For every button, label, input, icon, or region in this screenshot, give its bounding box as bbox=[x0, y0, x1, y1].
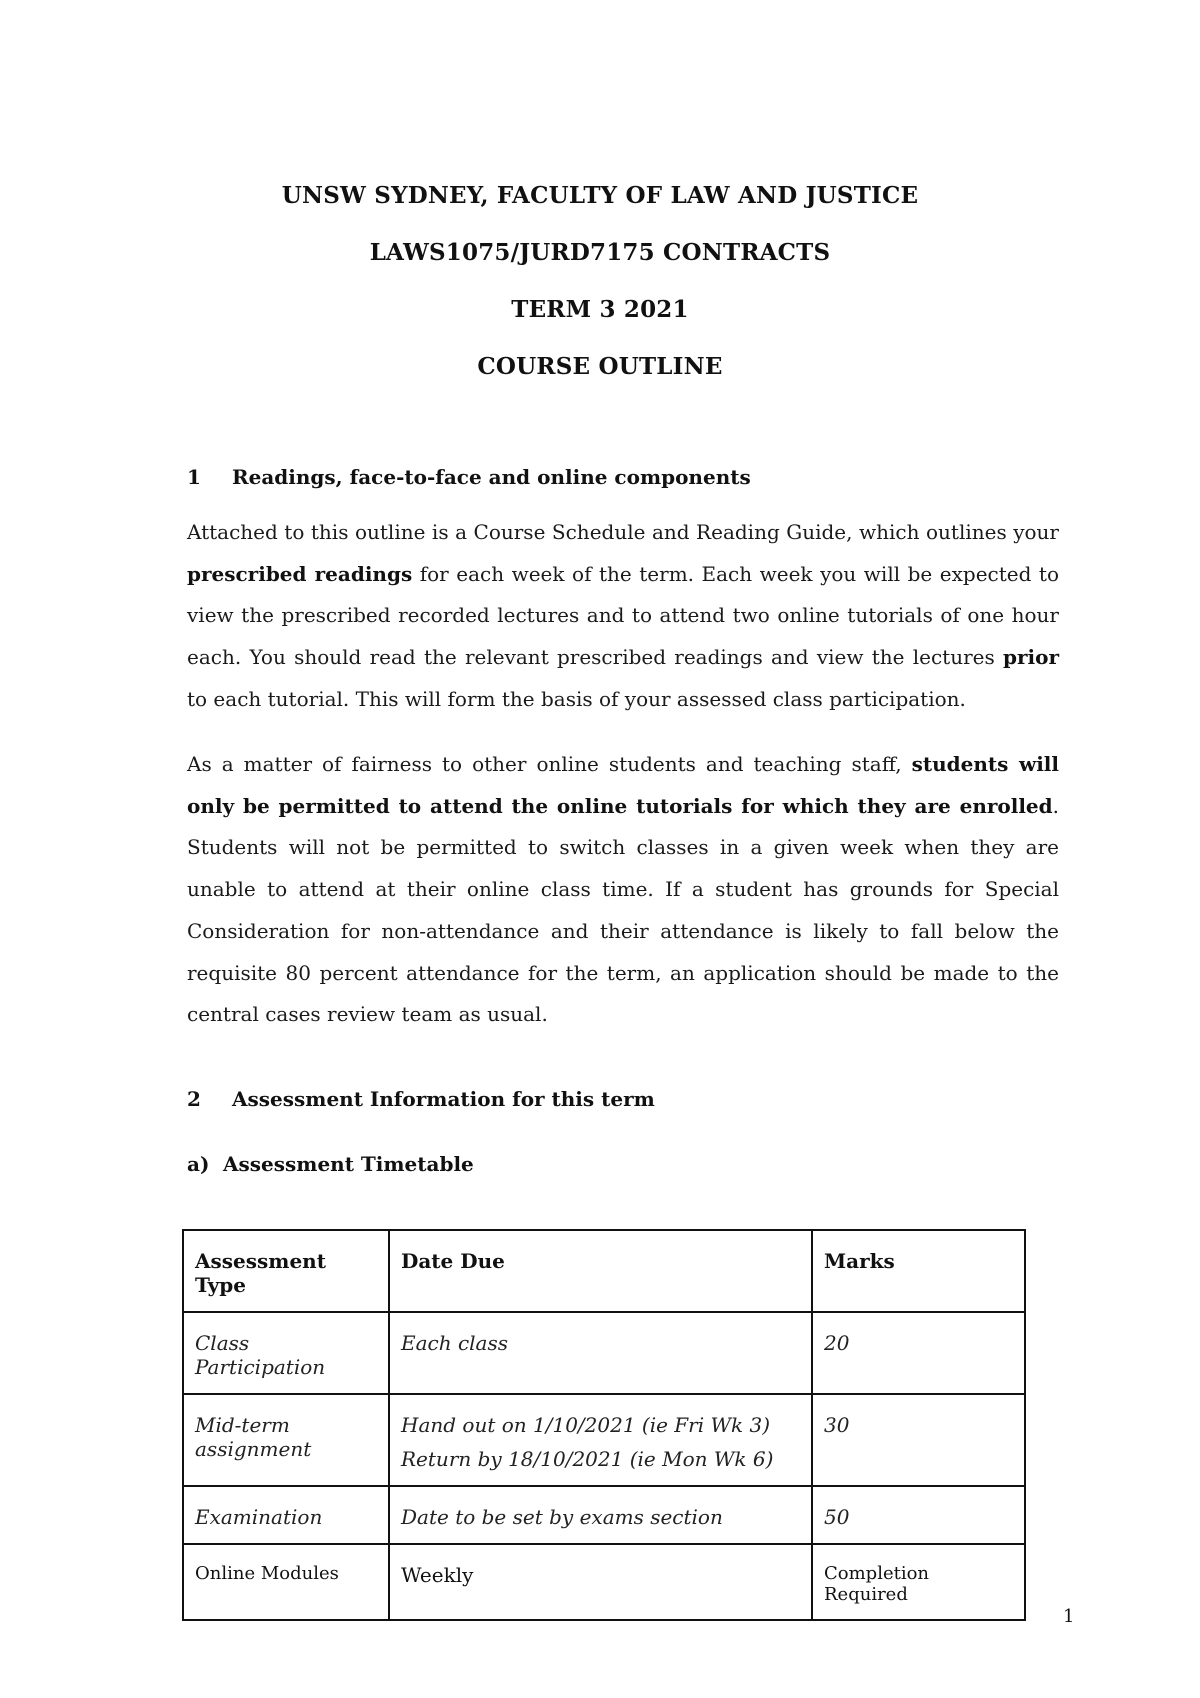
section-1-heading bbox=[187, 465, 751, 489]
table-row bbox=[183, 1312, 1025, 1394]
text-run: for each week of the term. Each week you will be expected to view the prescribed recorded lectures and to attend two online tutorials of one hour each. You should read the relevant prescribed readings and view the lectures bbox=[187, 561, 1059, 670]
header-term: TERM 3 2021 bbox=[511, 296, 689, 323]
cell-marks: 30 bbox=[812, 1394, 1025, 1486]
cell-assessment-type: Class Participation bbox=[183, 1312, 389, 1394]
header-assessment-type: Assessment Type bbox=[183, 1230, 389, 1312]
text-run: to each tutorial. This will form the basis of your assessed class participation. bbox=[187, 686, 966, 711]
date-return: Return by 18/10/2021 (ie Mon Wk 6) bbox=[401, 1447, 774, 1471]
emphasis-enrolled-tutorials: students will only be permitted to attend the online tutorials for which they are enrolled bbox=[187, 752, 1060, 818]
cell-date-due: Weekly bbox=[389, 1544, 812, 1620]
header-date-due: Date Due bbox=[389, 1230, 812, 1312]
cell-assessment-type: Examination bbox=[183, 1486, 389, 1544]
cell-date-due: Each class bbox=[389, 1312, 812, 1394]
page-number: 1 bbox=[1063, 1606, 1075, 1627]
cell-marks: 20 bbox=[812, 1312, 1025, 1394]
cell-marks: 50 bbox=[812, 1486, 1025, 1544]
subsection-a-heading bbox=[187, 1152, 474, 1176]
subsection-a-label: a) bbox=[187, 1152, 210, 1176]
assessment-timetable bbox=[182, 1229, 1026, 1621]
cell-date-due bbox=[389, 1394, 812, 1486]
header-course-code: LAWS1075/JURD7175 CONTRACTS bbox=[369, 239, 831, 266]
text-run: As a matter of fairness to other online students and teaching staff, bbox=[187, 752, 912, 776]
header-institution: UNSW SYDNEY, FACULTY OF LAW AND JUSTICE bbox=[281, 182, 919, 209]
section-1-number: 1 bbox=[187, 465, 201, 489]
section-1-paragraph-1 bbox=[187, 512, 1059, 721]
cell-marks: Completion Required bbox=[812, 1544, 1025, 1620]
table-header-row bbox=[183, 1230, 1025, 1312]
subsection-a-title: Assessment Timetable bbox=[223, 1152, 474, 1176]
header-document-type: COURSE OUTLINE bbox=[477, 353, 723, 380]
emphasis-prior: prior bbox=[1003, 645, 1059, 670]
section-1-title: Readings, face-to-face and online components bbox=[232, 465, 751, 489]
section-2-title: Assessment Information for this term bbox=[232, 1087, 655, 1111]
date-handout: Hand out on 1/10/2021 (ie Fri Wk 3) bbox=[401, 1413, 771, 1437]
cell-assessment-type: Online Modules bbox=[183, 1544, 389, 1620]
emphasis-prescribed-readings: prescribed readings bbox=[187, 561, 413, 586]
section-1-paragraph-2 bbox=[187, 744, 1059, 1036]
text-run: . Students will not be permitted to switch classes in a given week when they are unable to attend at their online class time. If a student has grounds for Special Consideration for non-attendance and their attendance is likely to fall below the requisite 80 percent attendance for the term, an application should be made to the central cases review team as usual. bbox=[187, 793, 1059, 1027]
table-row bbox=[183, 1394, 1025, 1486]
table-row bbox=[183, 1544, 1025, 1620]
section-2-number: 2 bbox=[187, 1087, 201, 1111]
table-row bbox=[183, 1486, 1025, 1544]
section-2-heading bbox=[187, 1087, 655, 1111]
cell-date-due: Date to be set by exams section bbox=[389, 1486, 812, 1544]
header-marks: Marks bbox=[812, 1230, 1025, 1312]
text-run: Attached to this outline is a Course Schedule and Reading Guide, which outlines your bbox=[187, 520, 1059, 544]
cell-assessment-type: Mid-term assignment bbox=[183, 1394, 389, 1486]
